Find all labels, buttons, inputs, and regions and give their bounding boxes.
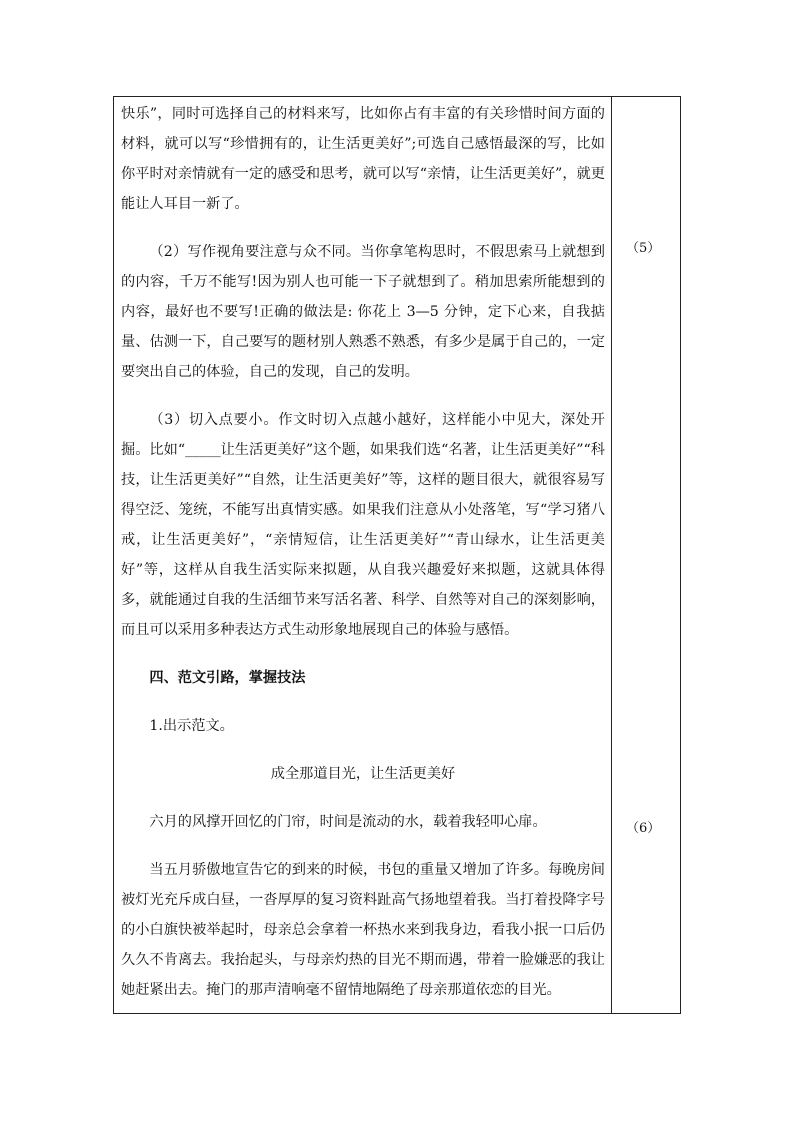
- paragraph-continuation: 快乐”，同时可选择自己的材料来写，比如你占有丰富的有关珍惜时间方面的材料，就可以写“珍惜拥有的，让生活更美好”;可选自己感悟最深的写，比如你平时对亲情就有一定的感受和思考，就可以写“亲情，让生活更美好”，就更能让人耳目一新了。: [121, 106, 605, 212]
- lesson-table: [113, 96, 681, 1014]
- content-cell: [121, 99, 605, 1005]
- section-heading: 四、范文引路，掌握技法: [149, 670, 306, 686]
- essay-paragraph-1: 六月的风撑开回忆的门帘，时间是流动的水，载着我轻叩心扉。: [149, 814, 547, 830]
- column-divider: [611, 97, 612, 1013]
- essay-paragraph-2: 当五月骄傲地宣告它的到来的时候，书包的重量又增加了许多。每晚房间被灯光充斥成白昼，一沓厚厚的复习资料趾高气扬地望着我。当打着投降字号的小白旗快被举起时，母亲总会拿着一杯热水来到我身边，看我小抿一口后仍久久不肯离去。我抬起头，与母亲灼热的目光不期而遇，带着一脸嫌恶的我让她赶紧出去。掩门的那声清响毫不留情地隔绝了母亲那道依恋的目光。: [121, 862, 605, 998]
- step-marker-5: （5）: [626, 241, 661, 256]
- paragraph-entry-point: （3）切入点要小。作文时切入点越小越好，这样能小中见大，深处开掘。比如“_____让生活更美好”这个题，如果我们选“名著，让生活更美好”“科技，让生活更美好”“自然，让生活更美好”等，这样的题目很大，就很容易写得空泛、笼统，不能写出真情实感。如果我们注意从小处落笔，写“学习猪八戒，让生活更美好”，“亲情短信，让生活更美好”“青山绿水，让生活更美好”等，这样从自我生活实际来拟题，从自我兴趣爱好来拟题，这就具体得多，就能通过自我的生活细节来写活名著、科学、自然等对自己的深刻影响，而且可以采用多种表达方式生动形象地展现自己的体验与感悟。: [121, 412, 605, 638]
- paragraph-perspective: （2）写作视角要注意与众不同。当你拿笔构思时，不假思索马上就想到的内容，千万不能写!因为别人也可能一下子就想到了。稍加思索所能想到的内容，最好也不要写!正确的做法是: 你花上 3—5 分钟，定下心来，自我掂量、估测一下，自己要写的题材别人熟悉不熟悉，有多少是属于自己的，一定要突出自己的体验，自己的发现，自己的发明。: [121, 244, 605, 380]
- step-marker-6: （6）: [626, 821, 661, 836]
- list-item-show-essay: 1.出示范文。: [149, 718, 234, 734]
- essay-title: 成全那道目光，让生活更美好: [270, 766, 456, 782]
